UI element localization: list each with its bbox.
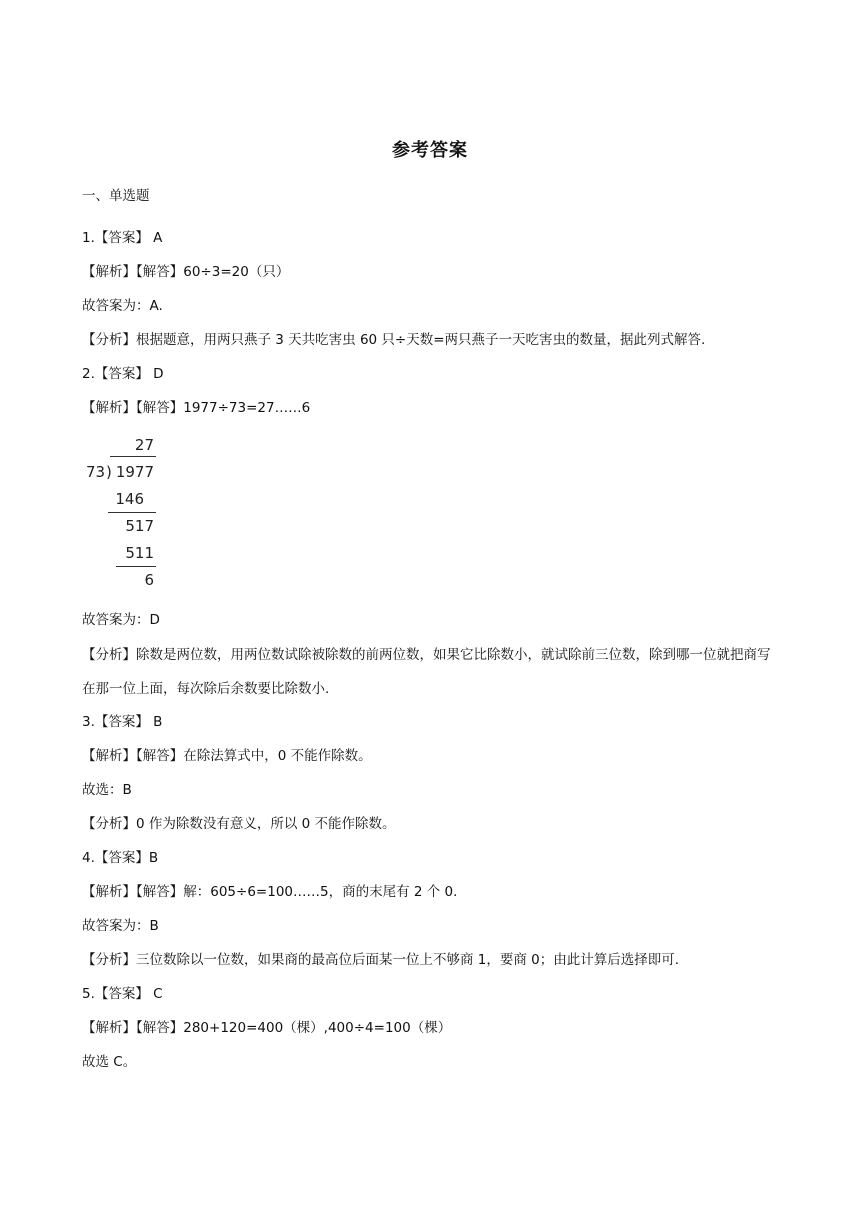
answer-line: 1.【答案】 A — [82, 230, 163, 246]
answer-line: 5.【答案】 C — [82, 986, 163, 1002]
division-quotient: 27 — [134, 436, 154, 454]
division-dividend: 1977 — [115, 463, 154, 481]
answer-line: 【分析】除数是两位数，用两位数试除被除数的前两位数，如果它比除数小，就试除前三位数，除到哪一位就把商写在那一位上面，每次除后余数要比除数小. — [82, 647, 771, 697]
answer-line: 故答案为：D — [82, 612, 160, 628]
division-step: 511 — [125, 544, 154, 562]
answer-line: 故答案为：B — [82, 918, 159, 934]
long-division — [82, 432, 172, 592]
answer-line: 3.【答案】 B — [82, 714, 163, 730]
division-remainder: 6 — [144, 571, 154, 589]
page-title: 参考答案 — [392, 140, 468, 161]
division-step: 517 — [125, 517, 154, 535]
answer-line: 【解析】【解答】60÷3=20（只） — [82, 264, 290, 280]
answer-line: 2.【答案】 D — [82, 366, 164, 382]
answer-line: 故选 C。 — [82, 1054, 137, 1070]
division-rule — [108, 512, 156, 513]
division-rule — [116, 566, 156, 567]
answer-line: 故选：B — [82, 782, 132, 798]
division-step: 146 — [115, 490, 144, 508]
answer-line: 4.【答案】B — [82, 850, 159, 866]
division-divisor: 73 — [86, 463, 106, 481]
answer-line: 故答案为：A. — [82, 298, 163, 314]
answer-line: 【解析】【解答】解：605÷6=100……5，商的末尾有 2 个 0. — [82, 884, 458, 900]
answer-line: 【分析】0 作为除数没有意义，所以 0 不能作除数。 — [82, 816, 396, 832]
answer-line: 【分析】三位数除以一位数，如果商的最高位后面某一位上不够商 1，要商 0；由此计算后选择即可. — [82, 952, 680, 968]
division-bar — [110, 456, 156, 457]
division-bracket: ) — [106, 463, 112, 481]
answer-line: 【分析】根据题意，用两只燕子 3 天共吃害虫 60 只÷天数=两只燕子一天吃害虫的数量，据此列式解答. — [82, 332, 706, 348]
section-heading: 一、单选题 — [82, 188, 150, 204]
answer-line: 【解析】【解答】1977÷73=27……6 — [82, 400, 311, 416]
answer-line: 【解析】【解答】280+120=400（棵）,400÷4=100（棵） — [82, 1020, 452, 1036]
answer-line: 【解析】【解答】在除法算式中，0 不能作除数。 — [82, 748, 372, 764]
